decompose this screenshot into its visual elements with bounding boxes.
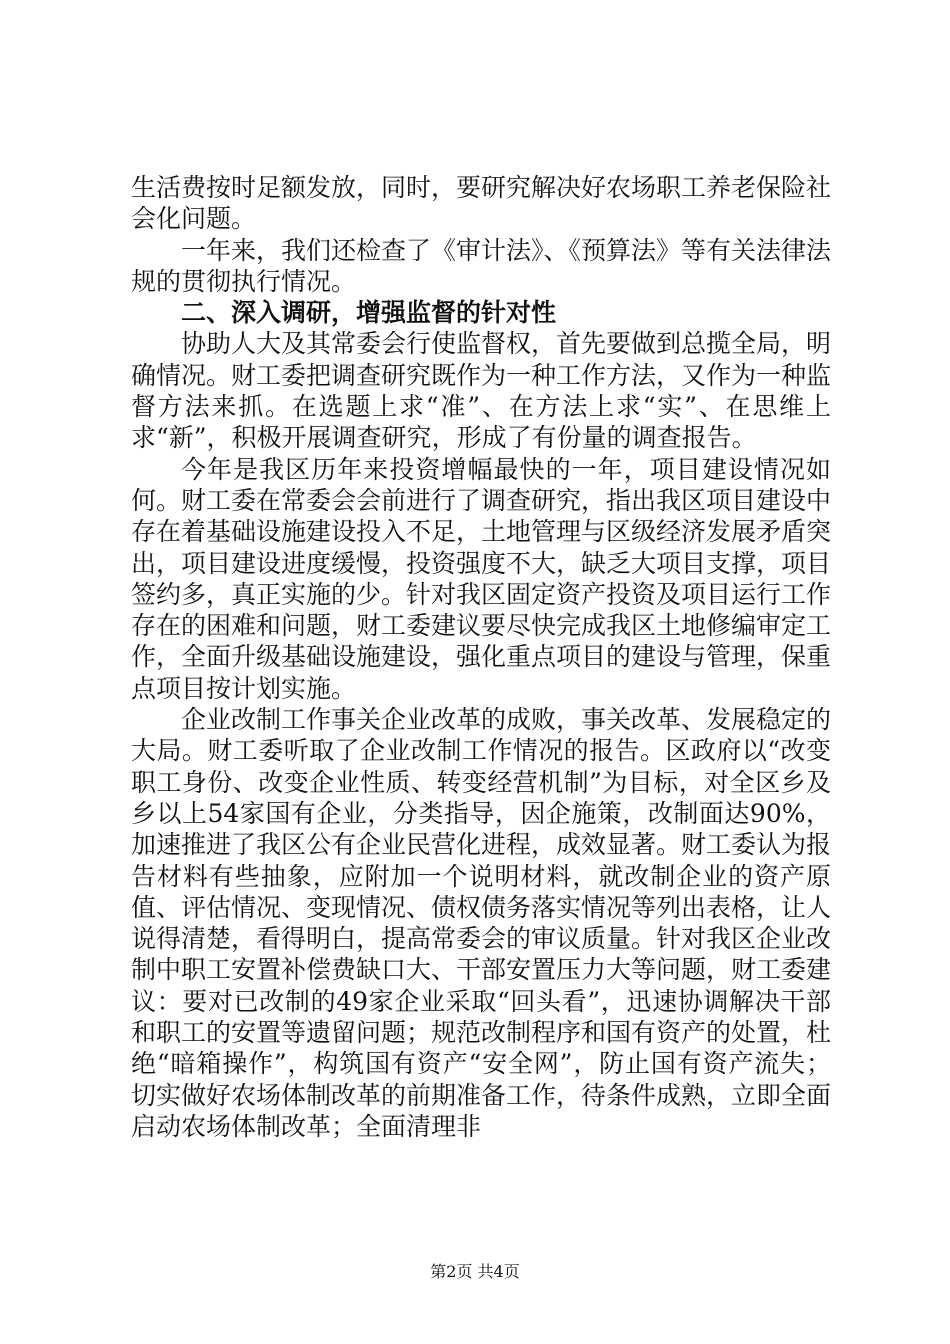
- document-body: [131, 172, 831, 1142]
- paragraph-2: 一年来，我们还检查了《审计法》、《预算法》等有关法律法规的贯彻执行情况。: [131, 235, 832, 296]
- paragraph-4: 今年是我区历年来投资增幅最快的一年，项目建设情况如何。财工委在常委会会前进行了调查研究，指出我区项目建设中存在着基础设施建设投入不足，土地管理与区级经济发展矛盾突出，项目建设进度缓慢，投资强度不大，缺乏大项目支撑，项目签约多，真正实施的少。针对我区固定资产投资及项目运行工作存在的困难和问题，财工委建议要尽快完成我区土地修编审定工作，全面升级基础设施建设，强化重点项目的建设与管理，保重点项目按计划实施。: [131, 454, 832, 703]
- paragraph-3: 协助人大及其常委会行使监督权，首先要做到总揽全局，明确情况。财工委把调查研究既作为一种工作方法，又作为一种监督方法来抓。在选题上求“准”、在方法上求“实”、在思维上求“新”，积极开展调查研究，形成了有份量的调查报告。: [131, 329, 832, 453]
- page-footer: 第2页 共4页: [430, 1262, 520, 1281]
- section-heading: 二、深入调研，增强监督的针对性: [181, 298, 557, 328]
- paragraph-5: 企业改制工作事关企业改革的成败，事关改革、发展稳定的大局。财工委听取了企业改制工作情况的报告。区政府以“改变职工身份、改变企业性质、转变经营机制”为目标，对全区乡及乡以上54家国有企业，分类指导，因企施策，改制面达90%，加速推进了我区公有企业民营化进程，成效显著。财工委认为报告材料有些抽象，应附加一个说明材料，就改制企业的资产原值、评估情况、变现情况、债权债务落实情况等列出表格，让人说得清楚，看得明白，提高常委会的审议质量。针对我区企业改制中职工安置补偿费缺口大、干部安置压力大等问题，财工委建议：要对已改制的49家企业采取“回头看”，迅速协调解决干部和职工的安置等遗留问题；规范改制程序和国有资产的处置，杜绝“暗箱操作”，构筑国有资产“安全网”，防止国有资产流失；切实做好农场体制改革的前期准备工作，待条件成熟，立即全面启动农场体制改革；全面清理非: [131, 705, 832, 1141]
- paragraph-1: 生活费按时足额发放，同时，要研究解决好农场职工养老保险社会化问题。: [131, 173, 832, 234]
